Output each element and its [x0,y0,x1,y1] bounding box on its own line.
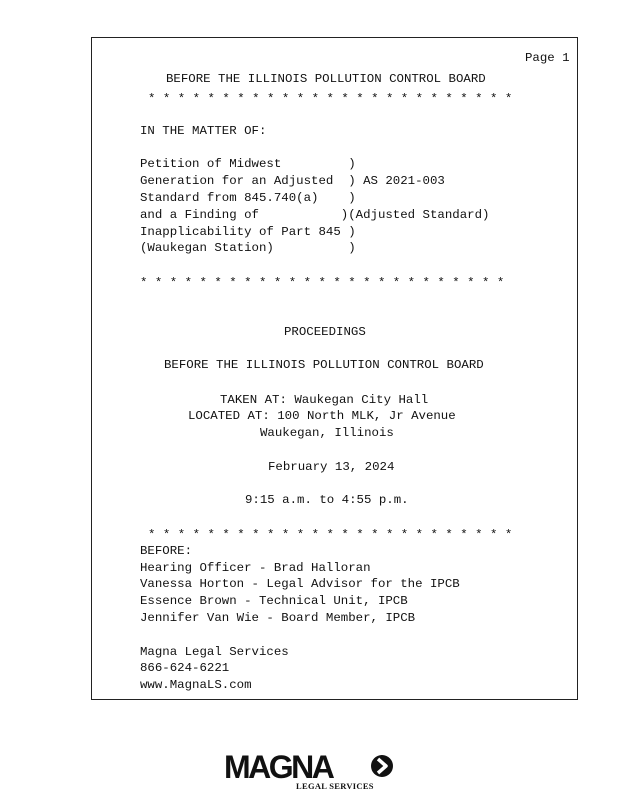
caption-line: and a Finding of )(Adjusted Standard) [140,208,490,222]
caption-line: Standard from 845.740(a) ) [140,191,356,205]
caption-line: Generation for an Adjusted ) AS 2021-003 [140,174,445,188]
logo-arrow-circle-icon [371,755,393,777]
logo-wordmark: MAGNA [224,749,333,785]
taken-at: TAKEN AT: Waukegan City Hall [220,393,429,407]
caption-line: Inapplicability of Part 845 ) [140,225,356,239]
magna-wordmark [224,749,335,785]
matter-heading: IN THE MATTER OF: [140,124,267,138]
caption-line: Petition of Midwest ) [140,157,356,171]
hearing-date: February 13, 2024 [268,460,395,474]
caption-line: (Waukegan Station) ) [140,241,356,255]
attendee: Vanessa Horton - Legal Advisor for the IPCB [140,577,460,591]
city: Waukegan, Illinois [260,426,394,440]
logo-tagline: LEGAL SERVICES [296,781,374,791]
attendee: Essence Brown - Technical Unit, IPCB [140,594,408,608]
before-heading: BEFORE: [140,544,193,558]
proceedings-title: PROCEEDINGS [284,325,366,339]
page-number: Page 1 [525,51,570,65]
separator-top: * * * * * * * * * * * * * * * * * * * * * * * * * [148,92,513,106]
located-at: LOCATED AT: 100 North MLK, Jr Avenue [188,409,456,423]
separator-middle: * * * * * * * * * * * * * * * * * * * * * * * * * [140,276,505,290]
reporter-website: www.MagnaLS.com [140,678,252,692]
board-title: BEFORE THE ILLINOIS POLLUTION CONTROL BOARD [166,72,486,86]
reporter-company: Magna Legal Services [140,645,289,659]
reporter-phone: 866-624-6221 [140,661,230,675]
magna-logo [224,748,399,792]
proceedings-board-title: BEFORE THE ILLINOIS POLLUTION CONTROL BOARD [164,358,484,372]
attendee: Jennifer Van Wie - Board Member, IPCB [140,611,416,625]
separator-bottom: * * * * * * * * * * * * * * * * * * * * * * * * * [148,528,513,542]
hearing-time: 9:15 a.m. to 4:55 p.m. [245,493,409,507]
attendee: Hearing Officer - Brad Halloran [140,561,371,575]
